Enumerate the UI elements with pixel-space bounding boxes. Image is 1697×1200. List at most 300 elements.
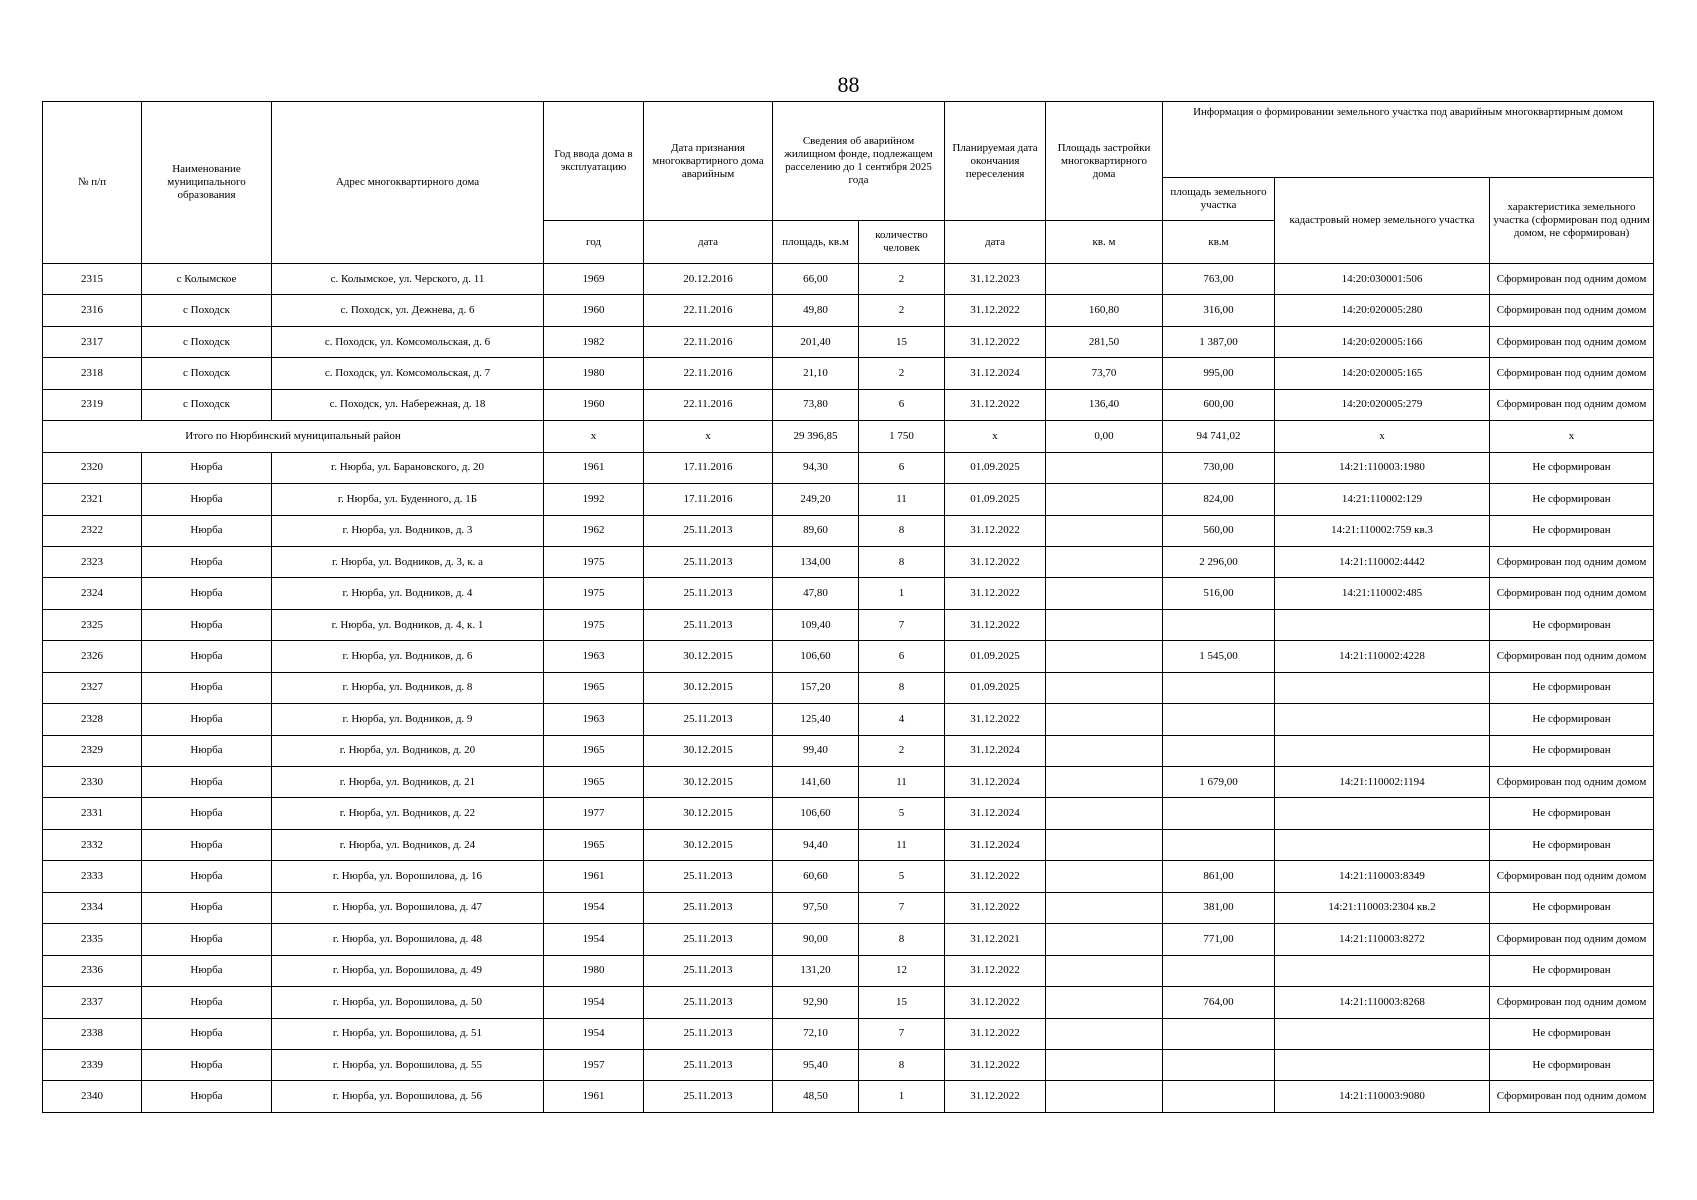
cell-planned-date: 31.12.2022 xyxy=(945,609,1046,640)
cell-planned-date: 31.12.2022 xyxy=(945,389,1046,420)
cell-row-num: 2334 xyxy=(43,892,142,923)
cell-building-area xyxy=(1046,924,1163,955)
cell-people: 11 xyxy=(859,484,945,515)
table-row xyxy=(43,326,1654,357)
cell-address: г. Нюрба, ул. Ворошилова, д. 55 xyxy=(272,1049,544,1080)
table-row xyxy=(43,484,1654,515)
cell-cadastral-number xyxy=(1275,609,1490,640)
cell-cadastral-number: 14:20:020005:280 xyxy=(1275,295,1490,326)
cell-address: г. Нюрба, ул. Ворошилова, д. 49 xyxy=(272,955,544,986)
cell-planned-date: 31.12.2024 xyxy=(945,829,1046,860)
cell-land-status: Сформирован под одним домом xyxy=(1490,924,1654,955)
cell-land-area xyxy=(1163,609,1275,640)
cell-recognition-date: 25.11.2013 xyxy=(644,987,773,1018)
cell-municipality: Нюрба xyxy=(142,829,272,860)
cell-people: 11 xyxy=(859,767,945,798)
cell-recognition-date: 25.11.2013 xyxy=(644,924,773,955)
cell-people: 15 xyxy=(859,987,945,1018)
subtotal-year: х xyxy=(544,421,644,452)
cell-land-area: 1 545,00 xyxy=(1163,641,1275,672)
cell-people: 6 xyxy=(859,641,945,672)
cell-address: г. Нюрба, ул. Ворошилова, д. 48 xyxy=(272,924,544,955)
cell-land-area: 824,00 xyxy=(1163,484,1275,515)
cell-cadastral-number xyxy=(1275,735,1490,766)
cell-year-built: 1982 xyxy=(544,326,644,357)
header-num: № п/п xyxy=(43,102,142,264)
cell-land-area xyxy=(1163,829,1275,860)
cell-address: г. Нюрба, ул. Водников, д. 20 xyxy=(272,735,544,766)
cell-area: 89,60 xyxy=(773,515,859,546)
page-number: 88 xyxy=(837,72,860,97)
cell-people: 2 xyxy=(859,358,945,389)
cell-address: г. Нюрба, ул. Ворошилова, д. 56 xyxy=(272,1081,544,1112)
cell-year-built: 1961 xyxy=(544,1081,644,1112)
cell-land-status: Сформирован под одним домом xyxy=(1490,861,1654,892)
cell-recognition-date: 17.11.2016 xyxy=(644,452,773,483)
cell-cadastral-number: 14:21:110002:485 xyxy=(1275,578,1490,609)
cell-area: 21,10 xyxy=(773,358,859,389)
cell-people: 1 xyxy=(859,1081,945,1112)
cell-land-area: 316,00 xyxy=(1163,295,1275,326)
cell-year-built: 1963 xyxy=(544,641,644,672)
cell-year-built: 1957 xyxy=(544,1049,644,1080)
cell-recognition-date: 25.11.2013 xyxy=(644,861,773,892)
cell-year-built: 1975 xyxy=(544,609,644,640)
cell-year-built: 1963 xyxy=(544,704,644,735)
cell-municipality: Нюрба xyxy=(142,546,272,577)
cell-building-area xyxy=(1046,672,1163,703)
cell-year-built: 1954 xyxy=(544,1018,644,1049)
cell-row-num: 2324 xyxy=(43,578,142,609)
table-row xyxy=(43,735,1654,766)
cell-land-status: Сформирован под одним домом xyxy=(1490,767,1654,798)
cell-row-num: 2321 xyxy=(43,484,142,515)
table-body-nyurba xyxy=(43,452,1654,1112)
cell-people: 2 xyxy=(859,735,945,766)
cell-planned-date: 31.12.2022 xyxy=(945,704,1046,735)
cell-building-area xyxy=(1046,578,1163,609)
table-row xyxy=(43,1081,1654,1112)
cell-land-status: Не сформирован xyxy=(1490,484,1654,515)
header-unit-year: год xyxy=(544,221,644,264)
cell-year-built: 1954 xyxy=(544,924,644,955)
cell-area: 106,60 xyxy=(773,798,859,829)
cell-land-status: Не сформирован xyxy=(1490,452,1654,483)
cell-address: г. Нюрба, ул. Ворошилова, д. 50 xyxy=(272,987,544,1018)
cell-row-num: 2330 xyxy=(43,767,142,798)
table-row xyxy=(43,704,1654,735)
header-unit-date2: дата xyxy=(945,221,1046,264)
cell-municipality: Нюрба xyxy=(142,641,272,672)
cell-row-num: 2317 xyxy=(43,326,142,357)
cell-year-built: 1965 xyxy=(544,767,644,798)
cell-address: г. Нюрба, ул. Водников, д. 3 xyxy=(272,515,544,546)
cell-building-area xyxy=(1046,767,1163,798)
subtotal-cadastral: х xyxy=(1275,421,1490,452)
cell-land-area: 771,00 xyxy=(1163,924,1275,955)
cell-area: 92,90 xyxy=(773,987,859,1018)
cell-land-area xyxy=(1163,798,1275,829)
cell-planned-date: 31.12.2022 xyxy=(945,892,1046,923)
table-header xyxy=(43,102,1654,264)
cell-building-area xyxy=(1046,798,1163,829)
cell-municipality: с Походск xyxy=(142,326,272,357)
cell-building-area xyxy=(1046,484,1163,515)
cell-cadastral-number: 14:21:110002:1194 xyxy=(1275,767,1490,798)
cell-planned-date: 31.12.2022 xyxy=(945,861,1046,892)
cell-row-num: 2337 xyxy=(43,987,142,1018)
cell-recognition-date: 25.11.2013 xyxy=(644,704,773,735)
cell-area: 73,80 xyxy=(773,389,859,420)
cell-municipality: Нюрба xyxy=(142,609,272,640)
cell-municipality: Нюрба xyxy=(142,798,272,829)
table-row xyxy=(43,264,1654,295)
cell-cadastral-number: 14:21:110003:8349 xyxy=(1275,861,1490,892)
cell-building-area xyxy=(1046,1018,1163,1049)
cell-area: 157,20 xyxy=(773,672,859,703)
table-row xyxy=(43,987,1654,1018)
table-row xyxy=(43,295,1654,326)
cell-land-area: 1 387,00 xyxy=(1163,326,1275,357)
cell-recognition-date: 20.12.2016 xyxy=(644,264,773,295)
cell-cadastral-number: 14:21:110002:759 кв.3 xyxy=(1275,515,1490,546)
cell-recognition-date: 22.11.2016 xyxy=(644,358,773,389)
cell-row-num: 2318 xyxy=(43,358,142,389)
cell-address: г. Нюрба, ул. Водников, д. 8 xyxy=(272,672,544,703)
cell-recognition-date: 25.11.2013 xyxy=(644,1049,773,1080)
cell-address: г. Нюрба, ул. Ворошилова, д. 16 xyxy=(272,861,544,892)
cell-municipality: с Походск xyxy=(142,358,272,389)
cell-building-area xyxy=(1046,829,1163,860)
cell-municipality: Нюрба xyxy=(142,987,272,1018)
cell-row-num: 2319 xyxy=(43,389,142,420)
cell-people: 8 xyxy=(859,1049,945,1080)
cell-land-area: 764,00 xyxy=(1163,987,1275,1018)
cell-building-area xyxy=(1046,452,1163,483)
cell-row-num: 2322 xyxy=(43,515,142,546)
cell-row-num: 2335 xyxy=(43,924,142,955)
cell-row-num: 2333 xyxy=(43,861,142,892)
emergency-housing-table xyxy=(42,101,1654,1113)
cell-land-area: 861,00 xyxy=(1163,861,1275,892)
table-body-kolyma xyxy=(43,264,1654,421)
cell-area: 48,50 xyxy=(773,1081,859,1112)
subtotal-area: 29 396,85 xyxy=(773,421,859,452)
cell-building-area xyxy=(1046,1081,1163,1112)
table-row xyxy=(43,358,1654,389)
cell-recognition-date: 22.11.2016 xyxy=(644,326,773,357)
table-row xyxy=(43,955,1654,986)
cell-municipality: Нюрба xyxy=(142,892,272,923)
cell-row-num: 2338 xyxy=(43,1018,142,1049)
subtotal-planned: х xyxy=(945,421,1046,452)
cell-building-area xyxy=(1046,955,1163,986)
cell-building-area xyxy=(1046,515,1163,546)
cell-land-status: Не сформирован xyxy=(1490,735,1654,766)
cell-land-area xyxy=(1163,704,1275,735)
header-emergency-info: Сведения об аварийном жилищном фонде, подлежащем расселению до 1 сентября 2025 года xyxy=(773,102,945,221)
cell-recognition-date: 25.11.2013 xyxy=(644,609,773,640)
cell-planned-date: 31.12.2023 xyxy=(945,264,1046,295)
cell-address: г. Нюрба, ул. Барановского, д. 20 xyxy=(272,452,544,483)
cell-municipality: с Колымское xyxy=(142,264,272,295)
table-row xyxy=(43,924,1654,955)
cell-land-status: Не сформирован xyxy=(1490,515,1654,546)
cell-building-area xyxy=(1046,641,1163,672)
cell-row-num: 2323 xyxy=(43,546,142,577)
cell-year-built: 1954 xyxy=(544,987,644,1018)
cell-row-num: 2325 xyxy=(43,609,142,640)
cell-area: 125,40 xyxy=(773,704,859,735)
cell-row-num: 2329 xyxy=(43,735,142,766)
cell-land-area xyxy=(1163,1018,1275,1049)
cell-cadastral-number: 14:21:110002:129 xyxy=(1275,484,1490,515)
cell-address: г. Нюрба, ул. Водников, д. 24 xyxy=(272,829,544,860)
header-address: Адрес многоквартирного дома xyxy=(272,102,544,264)
cell-land-area: 763,00 xyxy=(1163,264,1275,295)
cell-land-status: Не сформирован xyxy=(1490,672,1654,703)
subtotal-land-area: 94 741,02 xyxy=(1163,421,1275,452)
cell-land-area xyxy=(1163,735,1275,766)
cell-municipality: с Походск xyxy=(142,295,272,326)
cell-recognition-date: 25.11.2013 xyxy=(644,1018,773,1049)
cell-land-status: Не сформирован xyxy=(1490,704,1654,735)
cell-address: с. Походск, ул. Комсомольская, д. 7 xyxy=(272,358,544,389)
cell-year-built: 1969 xyxy=(544,264,644,295)
cell-people: 5 xyxy=(859,798,945,829)
cell-land-status: Не сформирован xyxy=(1490,892,1654,923)
header-unit-sqm2: кв.м xyxy=(1163,221,1275,264)
cell-cadastral-number: 14:20:020005:279 xyxy=(1275,389,1490,420)
table-row xyxy=(43,1049,1654,1080)
cell-land-status: Сформирован под одним домом xyxy=(1490,1081,1654,1112)
cell-building-area xyxy=(1046,704,1163,735)
cell-people: 6 xyxy=(859,389,945,420)
table-row xyxy=(43,641,1654,672)
cell-area: 94,30 xyxy=(773,452,859,483)
cell-municipality: Нюрба xyxy=(142,1081,272,1112)
subtotal-building: 0,00 xyxy=(1046,421,1163,452)
cell-row-num: 2320 xyxy=(43,452,142,483)
cell-municipality: Нюрба xyxy=(142,515,272,546)
cell-planned-date: 31.12.2022 xyxy=(945,546,1046,577)
cell-recognition-date: 25.11.2013 xyxy=(644,515,773,546)
subtotal-date: х xyxy=(644,421,773,452)
cell-year-built: 1975 xyxy=(544,578,644,609)
header-land-info: Информация о формировании земельного участка под аварийным многоквартирным домом xyxy=(1163,102,1654,178)
cell-address: г. Нюрба, ул. Водников, д. 4, к. 1 xyxy=(272,609,544,640)
cell-land-area xyxy=(1163,1081,1275,1112)
subtotal-label: Итого по Нюрбинский муниципальный район xyxy=(43,421,544,452)
cell-area: 97,50 xyxy=(773,892,859,923)
cell-area: 95,40 xyxy=(773,1049,859,1080)
cell-planned-date: 31.12.2021 xyxy=(945,924,1046,955)
cell-building-area xyxy=(1046,861,1163,892)
cell-year-built: 1960 xyxy=(544,389,644,420)
cell-year-built: 1980 xyxy=(544,358,644,389)
header-unit-people: количество человек xyxy=(859,221,945,264)
cell-cadastral-number: 14:21:110003:2304 кв.2 xyxy=(1275,892,1490,923)
cell-area: 249,20 xyxy=(773,484,859,515)
cell-municipality: Нюрба xyxy=(142,1018,272,1049)
cell-building-area xyxy=(1046,987,1163,1018)
cell-planned-date: 31.12.2022 xyxy=(945,515,1046,546)
cell-address: г. Нюрба, ул. Ворошилова, д. 51 xyxy=(272,1018,544,1049)
cell-cadastral-number: 14:21:110003:8272 xyxy=(1275,924,1490,955)
subtotal-section xyxy=(43,421,1654,452)
cell-planned-date: 31.12.2022 xyxy=(945,295,1046,326)
cell-area: 134,00 xyxy=(773,546,859,577)
header-unit-date: дата xyxy=(644,221,773,264)
table-row xyxy=(43,452,1654,483)
cell-recognition-date: 30.12.2015 xyxy=(644,672,773,703)
header-recognition-date: Дата признания многоквартирного дома аварийным xyxy=(644,102,773,221)
subtotal-row xyxy=(43,421,1654,452)
cell-row-num: 2327 xyxy=(43,672,142,703)
cell-land-status: Не сформирован xyxy=(1490,829,1654,860)
cell-row-num: 2339 xyxy=(43,1049,142,1080)
table-row xyxy=(43,546,1654,577)
cell-year-built: 1961 xyxy=(544,452,644,483)
cell-people: 11 xyxy=(859,829,945,860)
cell-cadastral-number: 14:21:110003:9080 xyxy=(1275,1081,1490,1112)
cell-municipality: Нюрба xyxy=(142,452,272,483)
cell-recognition-date: 30.12.2015 xyxy=(644,829,773,860)
cell-land-status: Сформирован под одним домом xyxy=(1490,578,1654,609)
cell-people: 8 xyxy=(859,672,945,703)
cell-recognition-date: 30.12.2015 xyxy=(644,798,773,829)
cell-recognition-date: 22.11.2016 xyxy=(644,295,773,326)
cell-cadastral-number xyxy=(1275,955,1490,986)
header-land-char: характеристика земельного участка (сформирован под одним домом, не сформирован) xyxy=(1490,178,1654,264)
cell-land-status: Не сформирован xyxy=(1490,955,1654,986)
cell-cadastral-number xyxy=(1275,798,1490,829)
cell-building-area: 160,80 xyxy=(1046,295,1163,326)
cell-area: 201,40 xyxy=(773,326,859,357)
cell-municipality: Нюрба xyxy=(142,484,272,515)
cell-people: 2 xyxy=(859,264,945,295)
cell-land-area: 1 679,00 xyxy=(1163,767,1275,798)
cell-people: 2 xyxy=(859,295,945,326)
cell-people: 7 xyxy=(859,609,945,640)
cell-people: 7 xyxy=(859,1018,945,1049)
cell-municipality: Нюрба xyxy=(142,578,272,609)
header-building-area: Площадь застройки многоквартирного дома xyxy=(1046,102,1163,221)
cell-area: 90,00 xyxy=(773,924,859,955)
cell-recognition-date: 17.11.2016 xyxy=(644,484,773,515)
cell-building-area: 73,70 xyxy=(1046,358,1163,389)
cell-address: с. Походск, ул. Дежнева, д. 6 xyxy=(272,295,544,326)
cell-land-status: Сформирован под одним домом xyxy=(1490,641,1654,672)
cell-land-area xyxy=(1163,1049,1275,1080)
cell-year-built: 1954 xyxy=(544,892,644,923)
cell-area: 131,20 xyxy=(773,955,859,986)
cell-row-num: 2332 xyxy=(43,829,142,860)
cell-planned-date: 31.12.2024 xyxy=(945,798,1046,829)
cell-planned-date: 31.12.2022 xyxy=(945,1081,1046,1112)
cell-people: 4 xyxy=(859,704,945,735)
subtotal-people: 1 750 xyxy=(859,421,945,452)
cell-recognition-date: 25.11.2013 xyxy=(644,578,773,609)
cell-recognition-date: 25.11.2013 xyxy=(644,546,773,577)
cell-cadastral-number xyxy=(1275,829,1490,860)
cell-row-num: 2316 xyxy=(43,295,142,326)
cell-address: с. Походск, ул. Комсомольская, д. 6 xyxy=(272,326,544,357)
cell-year-built: 1960 xyxy=(544,295,644,326)
cell-row-num: 2336 xyxy=(43,955,142,986)
cell-land-area: 516,00 xyxy=(1163,578,1275,609)
cell-building-area xyxy=(1046,892,1163,923)
cell-year-built: 1965 xyxy=(544,735,644,766)
cell-area: 141,60 xyxy=(773,767,859,798)
cell-land-status: Не сформирован xyxy=(1490,609,1654,640)
cell-recognition-date: 30.12.2015 xyxy=(644,767,773,798)
cell-land-area: 730,00 xyxy=(1163,452,1275,483)
cell-people: 7 xyxy=(859,892,945,923)
cell-planned-date: 31.12.2022 xyxy=(945,578,1046,609)
cell-address: г. Нюрба, ул. Ворошилова, д. 47 xyxy=(272,892,544,923)
header-municipality: Наименование муниципального образования xyxy=(142,102,272,264)
cell-planned-date: 01.09.2025 xyxy=(945,672,1046,703)
cell-planned-date: 31.12.2024 xyxy=(945,358,1046,389)
cell-municipality: Нюрба xyxy=(142,861,272,892)
table-row xyxy=(43,1018,1654,1049)
cell-year-built: 1965 xyxy=(544,829,644,860)
cell-address: г. Нюрба, ул. Водников, д. 4 xyxy=(272,578,544,609)
cell-cadastral-number: 14:20:030001:506 xyxy=(1275,264,1490,295)
cell-year-built: 1962 xyxy=(544,515,644,546)
cell-recognition-date: 22.11.2016 xyxy=(644,389,773,420)
table-row xyxy=(43,767,1654,798)
cell-people: 8 xyxy=(859,924,945,955)
cell-cadastral-number xyxy=(1275,672,1490,703)
cell-planned-date: 31.12.2022 xyxy=(945,1018,1046,1049)
cell-address: г. Нюрба, ул. Водников, д. 9 xyxy=(272,704,544,735)
table-row xyxy=(43,861,1654,892)
table-row xyxy=(43,672,1654,703)
cell-land-area: 2 296,00 xyxy=(1163,546,1275,577)
cell-planned-date: 31.12.2024 xyxy=(945,767,1046,798)
header-planned-date: Планируемая дата окончания переселения xyxy=(945,102,1046,221)
cell-people: 8 xyxy=(859,546,945,577)
cell-address: г. Нюрба, ул. Водников, д. 3, к. а xyxy=(272,546,544,577)
cell-area: 72,10 xyxy=(773,1018,859,1049)
table-row xyxy=(43,798,1654,829)
cell-area: 109,40 xyxy=(773,609,859,640)
cell-address: г. Нюрба, ул. Водников, д. 22 xyxy=(272,798,544,829)
cell-recognition-date: 25.11.2013 xyxy=(644,892,773,923)
cell-land-area: 381,00 xyxy=(1163,892,1275,923)
cell-municipality: Нюрба xyxy=(142,672,272,703)
cell-year-built: 1975 xyxy=(544,546,644,577)
cell-planned-date: 01.09.2025 xyxy=(945,484,1046,515)
cell-row-num: 2331 xyxy=(43,798,142,829)
cell-year-built: 1961 xyxy=(544,861,644,892)
cell-row-num: 2328 xyxy=(43,704,142,735)
table-row xyxy=(43,892,1654,923)
cell-cadastral-number: 14:21:110002:4442 xyxy=(1275,546,1490,577)
cell-row-num: 2340 xyxy=(43,1081,142,1112)
cell-row-num: 2326 xyxy=(43,641,142,672)
cell-municipality: с Походск xyxy=(142,389,272,420)
cell-land-area: 995,00 xyxy=(1163,358,1275,389)
cell-municipality: Нюрба xyxy=(142,924,272,955)
cell-area: 47,80 xyxy=(773,578,859,609)
cell-recognition-date: 25.11.2013 xyxy=(644,1081,773,1112)
table-row xyxy=(43,389,1654,420)
cell-building-area xyxy=(1046,1049,1163,1080)
cell-area: 99,40 xyxy=(773,735,859,766)
